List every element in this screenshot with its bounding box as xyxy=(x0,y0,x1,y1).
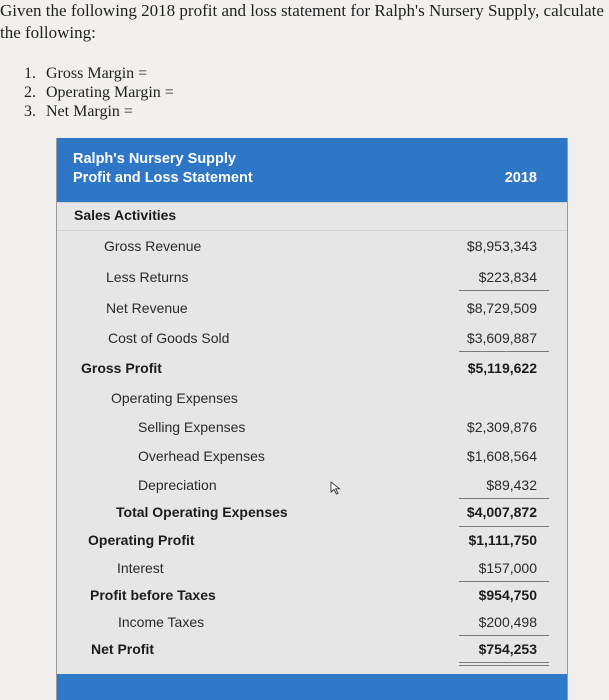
row-label: Net Profit xyxy=(91,641,154,657)
row-value: $223,834 xyxy=(478,269,537,285)
row-label: Less Returns xyxy=(106,269,189,285)
table-row xyxy=(57,528,567,552)
row-value: $8,729,509 xyxy=(466,300,537,316)
statement-footer-bar xyxy=(57,674,567,700)
section-heading-row xyxy=(57,203,567,227)
row-value: $89,432 xyxy=(486,477,537,493)
table-row xyxy=(57,234,567,258)
question-intro: Given the following 2018 profit and loss statement for Ralph's Nursery Supply, calculate the following: xyxy=(0,1,604,42)
section-heading: Sales Activities xyxy=(74,207,177,223)
row-label: Total Operating Expenses xyxy=(116,504,288,520)
row-label: Cost of Goods Sold xyxy=(108,330,230,346)
row-value: $4,007,872 xyxy=(466,504,537,520)
row-value: $200,498 xyxy=(478,614,537,630)
statement-title: Profit and Loss Statement xyxy=(73,170,253,186)
item-number: 3. xyxy=(24,103,36,120)
subtotal-rule xyxy=(459,635,549,636)
question-list xyxy=(24,64,174,121)
row-label: Net Revenue xyxy=(106,300,188,316)
row-value: $3,609,887 xyxy=(466,330,537,346)
row-label: Depreciation xyxy=(138,477,217,493)
total-double-rule xyxy=(459,662,549,663)
year-column-header: 2018 xyxy=(504,170,537,186)
question-item xyxy=(24,83,174,102)
subtotal-rule xyxy=(459,526,549,527)
table-row xyxy=(57,473,567,497)
table-row xyxy=(57,415,567,439)
item-number: 1. xyxy=(24,65,36,82)
item-text: Operating Margin = xyxy=(46,84,174,101)
row-value: $8,953,343 xyxy=(466,238,537,254)
row-label: Income Taxes xyxy=(118,614,205,630)
table-row xyxy=(57,296,567,320)
mouse-pointer-icon xyxy=(330,481,342,495)
row-label: Operating Expenses xyxy=(111,390,238,406)
table-row xyxy=(57,326,567,350)
row-value: $2,309,876 xyxy=(466,419,537,435)
row-value: $1,608,564 xyxy=(466,448,537,464)
statement-header xyxy=(57,138,567,202)
row-label: Gross Revenue xyxy=(104,238,202,254)
divider xyxy=(57,230,567,231)
total-double-rule xyxy=(459,665,549,666)
row-value: $1,111,750 xyxy=(468,532,537,548)
subtotal-rule xyxy=(459,498,549,499)
row-label: Interest xyxy=(117,560,164,576)
row-label: Overhead Expenses xyxy=(138,448,265,464)
row-value: $157,000 xyxy=(478,560,537,576)
row-value: $754,253 xyxy=(478,641,537,657)
table-row xyxy=(57,556,567,580)
table-row xyxy=(57,356,567,380)
item-text: Gross Margin = xyxy=(46,65,148,82)
row-label: Profit before Taxes xyxy=(90,587,216,603)
table-row xyxy=(57,637,567,661)
subtotal-rule xyxy=(459,351,549,352)
table-row xyxy=(57,610,567,634)
row-label: Selling Expenses xyxy=(138,419,246,435)
subtotal-rule xyxy=(459,581,549,582)
company-name: Ralph's Nursery Supply xyxy=(73,151,236,167)
item-number: 2. xyxy=(24,84,36,101)
row-value: $5,119,622 xyxy=(467,360,537,376)
subtotal-rule xyxy=(459,290,549,291)
row-label: Operating Profit xyxy=(88,532,195,548)
table-row xyxy=(57,265,567,289)
row-value: $954,750 xyxy=(478,587,537,603)
question-item xyxy=(24,102,174,121)
table-row xyxy=(57,444,567,468)
table-row xyxy=(57,386,567,410)
table-row xyxy=(57,583,567,607)
row-label: Gross Profit xyxy=(81,360,162,376)
profit-loss-statement xyxy=(56,138,568,700)
table-row xyxy=(57,500,567,524)
item-text: Net Margin = xyxy=(46,103,133,120)
question-item xyxy=(24,64,174,83)
